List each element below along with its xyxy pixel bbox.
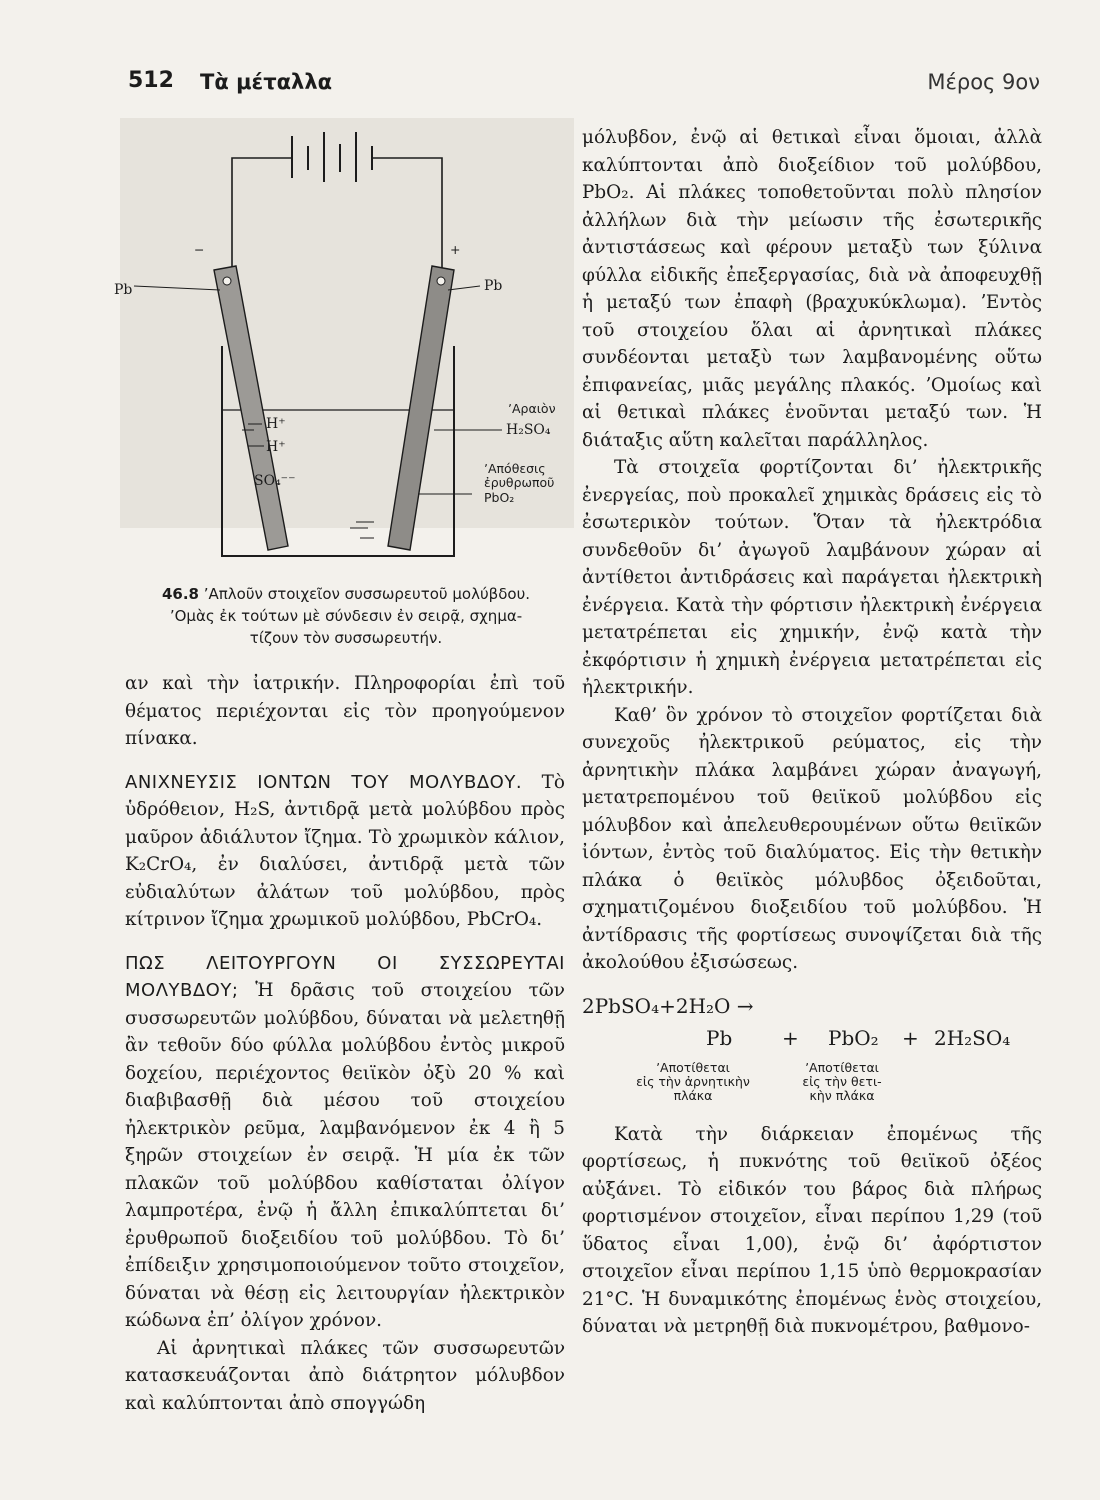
- note-negative-plate: [618, 1061, 768, 1103]
- charging-equation: [582, 985, 1042, 1105]
- caption-line-2: ʼΟμὰς ἐκ τούτων μὲ σύνδεσιν ἐν σειρᾷ, σχημα-: [169, 607, 523, 625]
- right-column: [582, 124, 1042, 1341]
- h-ion-label-2: H⁺: [266, 439, 286, 455]
- note-negative-line-2: εἰς τὴν ἀρνητικὴν: [636, 1073, 750, 1089]
- dilute-label: ʼΑραιὸν: [508, 401, 556, 416]
- terminal-right: [437, 277, 445, 285]
- h-ion-label-1: H⁺: [266, 416, 286, 432]
- section-body-detection: Τὸ ὑδρόθειον, H₂S, ἀντιδρᾷ μετὰ μολύβδου πρὸς μαῦρον ἀδιάλυτον ἴζημα. Τὸ χρωμικὸν κάλιον, K₂CrO₄, ἐν διαλύσει, ἀντιδρᾷ μετὰ τῶν εὐδιαλύτων ἀλάτων τοῦ μολύβδου, πρὸς κίτρινον ἴζημα χρωμικοῦ μολύβδου, PbCrO₄.: [125, 771, 565, 930]
- caption-line-3: τίζουν τὸν συσσωρευτήν.: [249, 629, 443, 647]
- left-column: [125, 670, 565, 1417]
- equation-plus-2: +: [902, 1025, 919, 1050]
- deposit-label-2: ἐρυθρωποῦ: [484, 475, 555, 490]
- plus-sign: +: [450, 242, 461, 257]
- part-label: Μέρος 9ον: [927, 70, 1040, 94]
- left-paragraph-last: Αἱ ἀρνητικαὶ πλάκες τῶν συσσωρευτῶν κατασκευάζονται ἀπὸ διάτρητον μόλυβδον καὶ καλύπτονται ἀπὸ σπογγώδη: [125, 1337, 565, 1414]
- page-header: [128, 68, 1040, 108]
- page-number: 512: [128, 68, 174, 93]
- pb-left-label: Pb: [114, 282, 133, 298]
- equation-pb: Pb: [706, 1025, 733, 1050]
- note-negative-line-3: πλάκα: [673, 1087, 713, 1103]
- section-heading-detection: ΑΝΙΧΝΕΥΣΙΣ ΙΟΝΤΩΝ ΤΟΥ ΜΟΛΥΒΔΟΥ.: [125, 771, 523, 793]
- section-detection: [125, 769, 565, 934]
- equation-reactants: 2PbSO₄+2H₂O →: [582, 993, 754, 1018]
- left-paragraph-1: αν καὶ τὴν ἰατρικήν. Πληροφορίαι ἐπὶ τοῦ θέματος περιέχονται εἰς τὸν προηγούμενον πίνακα.: [125, 673, 565, 749]
- figure-caption: [122, 583, 570, 649]
- caption-line-1: [122, 583, 570, 605]
- caption-text-1: ʼΑπλοῦν στοιχεῖον συσσωρευτοῦ μολύβδου.: [203, 585, 531, 603]
- equation-plus-1: +: [782, 1025, 799, 1050]
- equation-pbo2: PbO₂: [828, 1025, 879, 1050]
- note-positive-line-3: κὴν πλάκα: [809, 1087, 875, 1103]
- figure-number: 46.8: [161, 585, 199, 603]
- right-paragraph-1: μόλυβδον, ἐνῷ αἱ θετικαὶ εἶναι ὅμοιαι, ἀλλὰ καλύπτονται ἀπὸ διοξείδιον τοῦ μολύβδου, PbO₂. Αἱ πλάκες τοποθετοῦνται πολὺ πλησίον ἀλλήλων διὰ τὴν μείωσιν τῆς ἐσωτερικῆς ἀντιστάσεως καὶ φέρουν μεταξὺ των ξύλινα φύλλα εἰδικῆς ἐπεξεργασίας, διὰ νὰ ἀποφευχθῇ ἡ μεταξύ των ἐπαφὴ (βραχυκύκλωμα). ʼΕντὸς τοῦ στοιχείου ὅλαι αἱ ἀρνητικαὶ πλάκες συνδέονται μεταξὺ των λαμβανομένης οὕτω ἐπιφανείας, μιᾶς μεγάλης πλακός. ʼΟμοίως καὶ αἱ θετικαὶ πλάκες ἑνοῦνται μεταξύ των. Ἡ διάταξις αὕτη καλεῖται παράλληλος.: [582, 127, 1042, 451]
- deposit-label-1: ʼΑπόθεσις: [484, 461, 546, 476]
- right-paragraph-2: Τὰ στοιχεῖα φορτίζονται δι’ ἠλεκτρικῆς ἐνεργείας, ποὺ προκαλεῖ χημικὰς δράσεις εἰς τὸ ἐσωτερικὸν τούτων. Ὅταν τὰ ἠλεκτρόδια συνδεθοῦν δι’ ἀγωγοῦ λαμβάνουν χώραν αἱ ἀντίθετοι ἀντιδράσεις καὶ παράγεται ἠλεκτρικὴ ἐνέργεια. Κατὰ τὴν φόρτισιν ἠλεκτρικὴ ἐνέργεια μετατρέπεται εἰς χημικήν, ἐνῷ κατὰ τὴν ἐκφόρτισιν ἡ χημικὴ ἐνέργεια μετατρέπεται εἰς ἠλεκτρικήν.: [582, 457, 1042, 698]
- note-positive-line-1: ʼΑποτίθεται: [805, 1059, 879, 1075]
- section-body-batteries: Ἡ δρᾶσις τοῦ στοιχείου τῶν συσσωρευτῶν μολύβδου, δύναται νὰ μελετηθῇ ἂν τεθοῦν δύο φύλλα μολύβδου ἐντὸς μικροῦ δοχείου, περιέχοντος θειϊκὸν ὀξὺ 20 % καὶ διαβιβασθῇ διὰ μέσου τοῦ στοιχείου ἠλεκτρικὸν ρεῦμα, λαμβανόμενον ἐκ 4 ἢ 5 ξηρῶν στοιχείων ἐν σειρᾷ. Ἡ μία ἐκ τῶν πλακῶν τοῦ μολύβδου καθίσταται ὀλίγον λαμπροτέρα, ἐνῷ ἡ ἄλλη ἐπικαλύπτεται δι’ ἐρυθρωποῦ διοξειδίου τοῦ μολύβδου. Τὸ δι’ ἐπίδειξιν χρησιμοποιούμενον τοῦτο στοιχεῖον, δύναται νὰ θέσῃ εἰς λειτουργίαν ἠλεκτρικὸν κώδωνα ἐπ’ ὀλίγον χρόνον.: [125, 980, 565, 1331]
- so4-ion-label: SO₄⁻⁻: [254, 473, 296, 489]
- right-paragraph-3: Καθ’ ὃν χρόνον τὸ στοιχεῖον φορτίζεται διὰ συνεχοῦς ἠλεκτρικοῦ ρεύματος, εἰς τὴν ἀρνητικὴν πλάκα λαμβάνει χώραν ἀναγωγή, μετατρεπομένου τοῦ θειϊκοῦ μολύβδου εἰς μόλυβδον καὶ ἀπελευθερουμένων οὕτω θειϊκῶν ἰόντων, ἐντὸς τοῦ διαλύματος. Εἰς τὴν θετικὴν πλάκα ὁ θειϊκὸς μόλυβδος ὀξειδοῦται, σχηματιζομένου διοξειδίου τοῦ μολύβδου. Ἡ ἀντίδρασις τῆς φορτίσεως συνοψίζεται διὰ τῆς ἀκολούθου ἐξισώσεως.: [582, 704, 1042, 973]
- terminal-left: [223, 277, 231, 285]
- h2so4-label: H₂SO₄: [506, 422, 551, 438]
- note-positive-plate: [782, 1061, 902, 1103]
- minus-sign: −: [194, 242, 205, 257]
- right-paragraph-4: Κατὰ τὴν διάρκειαν ἐπομένως τῆς φορτίσεως, ἡ πυκνότης τοῦ θειϊκοῦ ὀξέος αὐξάνει. Τὸ εἰδικόν του βάρος διὰ πλήρως φορτισμένον στοιχεῖον, εἶναι περίπου 1,29 (τοῦ ὕδατος εἶναι 1,00), ἐνῷ δι’ ἀφόρτιστον στοιχεῖον εἶναι περίπου 1,15 ὑπὸ θερμοκρασίαν 21°C. Ἡ δυναμικότης ἐπομένως ἑνὸς στοιχείου, δύναται νὰ μετρηθῇ διὰ πυκνομέτρου, βαθμονο-: [582, 1123, 1042, 1337]
- section-heading-batteries: ΠΩΣ ΛΕΙΤΟΥΡΓΟΥΝ ΟΙ ΣΥΣΣΩΡΕΥΤΑΙ ΜΟΛΥΒΔΟΥ;: [125, 952, 565, 1001]
- pbo2-label: PbO₂: [484, 490, 515, 505]
- note-positive-line-2: εἰς τὴν θετι-: [802, 1073, 882, 1089]
- section-batteries: [125, 950, 565, 1335]
- running-title: Τὰ μέταλλα: [200, 70, 333, 94]
- equation-h2so4: 2H₂SO₄: [934, 1025, 1011, 1050]
- note-negative-line-1: ʼΑποτίθεται: [656, 1059, 730, 1075]
- battery-cell-diagram: [112, 118, 574, 580]
- pb-right-label: Pb: [484, 278, 503, 294]
- battery-cell-figure: [112, 118, 574, 580]
